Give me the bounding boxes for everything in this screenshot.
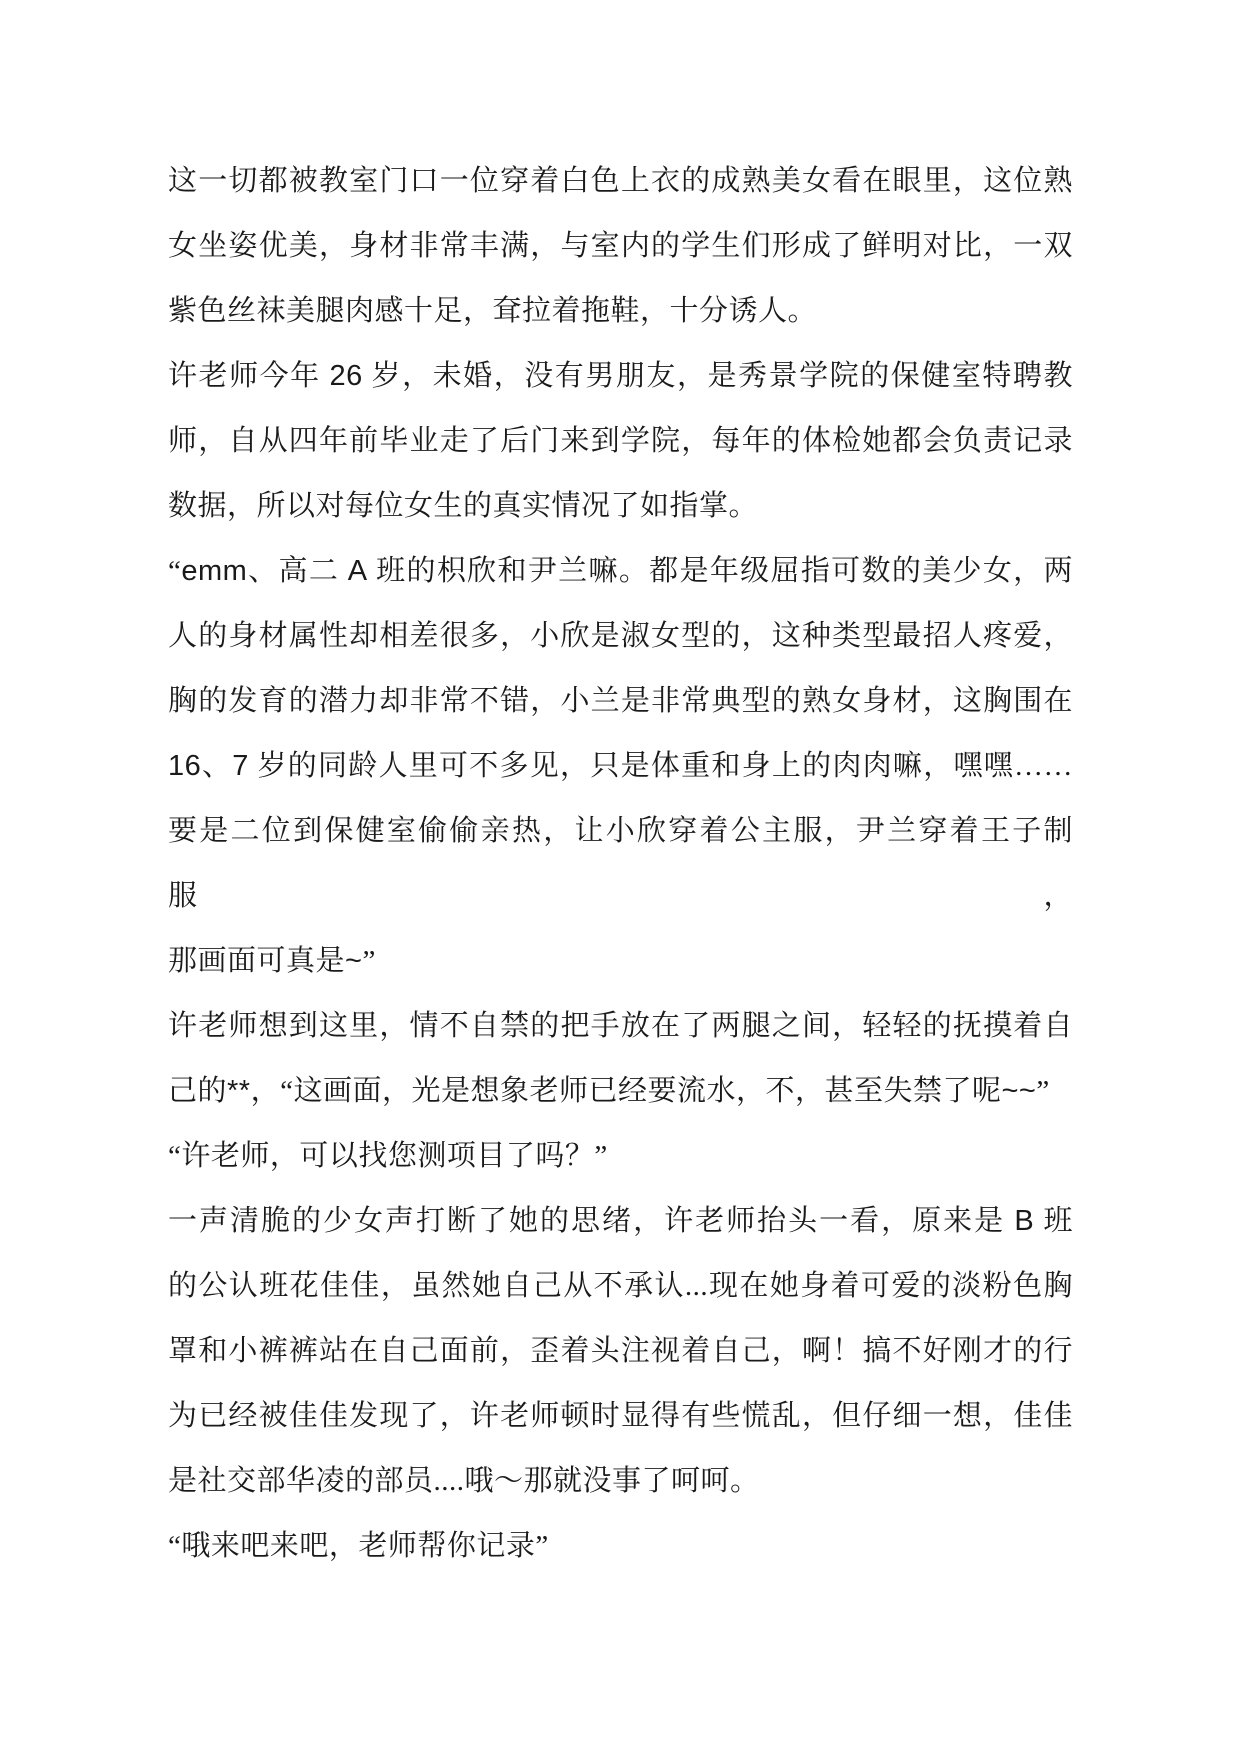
text-line: 是社交部华凌的部员....哦～那就没事了呵呵。 (168, 1465, 760, 1497)
text-line: 16、7 岁的同龄人里可不多见，只是体重和身上的肉肉嘛，嘿嘿…… (168, 750, 1073, 782)
latin-text: A (347, 555, 368, 587)
latin-text: 7 (232, 750, 249, 782)
paragraph (168, 1514, 1073, 1579)
text-line: 的公认班花佳佳，虽然她自己从不承认...现在她身着可爱的淡粉色胸 (168, 1270, 1073, 1302)
latin-text: emm (181, 555, 248, 587)
paragraph (168, 149, 1073, 344)
text-line: 为已经被佳佳发现了，许老师顿时显得有些慌乱，但仔细一想，佳佳 (168, 1400, 1073, 1432)
paragraph (168, 1124, 1073, 1189)
latin-text: B (1014, 1205, 1035, 1237)
text-line: “哦来吧来吧，老师帮你记录” (168, 1530, 549, 1562)
text-line: 己的**，“这画面，光是想象老师已经要流水，不，甚至失禁了呢~~” (168, 1075, 1050, 1107)
document-body (168, 149, 1073, 1579)
text-line: 师，自从四年前毕业走了后门来到学院，每年的体检她都会负责记录 (168, 425, 1073, 457)
text-line: 一声清脆的少女声打断了她的思绪，许老师抬头一看，原来是 B 班 (168, 1205, 1073, 1237)
paragraph (168, 994, 1073, 1124)
text-line: “许老师，可以找您测项目了吗？” (168, 1140, 608, 1172)
text-line: 人的身材属性却相差很多，小欣是淑女型的，这种类型最招人疼爱， (168, 620, 1073, 652)
text-line: 这一切都被教室门口一位穿着白色上衣的成熟美女看在眼里，这位熟 (168, 165, 1073, 197)
text-line: 许老师今年 26 岁，未婚，没有男朋友，是秀景学院的保健室特聘教 (168, 360, 1073, 392)
latin-text: ~~ (1001, 1075, 1037, 1107)
paragraph (168, 539, 1073, 994)
latin-text: ** (227, 1075, 251, 1107)
text-line: 女坐姿优美，身材非常丰满，与室内的学生们形成了鲜明对比，一双 (168, 230, 1073, 262)
text-line: 胸的发育的潜力却非常不错，小兰是非常典型的熟女身材，这胸围在 (168, 685, 1073, 717)
text-line: 罩和小裤裤站在自己面前，歪着头注视着自己，啊！搞不好刚才的行 (168, 1335, 1073, 1367)
text-line: 许老师想到这里，情不自禁的把手放在了两腿之间，轻轻的抚摸着自 (168, 1010, 1073, 1042)
text-line: 数据，所以对每位女生的真实情况了如指掌。 (168, 490, 759, 522)
text-line: 要是二位到保健室偷偷亲热，让小欣穿着公主服，尹兰穿着王子制服， (168, 815, 1073, 912)
latin-text: 26 (329, 360, 363, 392)
text-line: 那画面可真是~” (168, 945, 376, 977)
paragraph (168, 344, 1073, 539)
text-line: 紫色丝袜美腿肉感十足，耷拉着拖鞋，十分诱人。 (168, 295, 818, 327)
latin-text: ~ (345, 945, 363, 977)
paragraph (168, 1189, 1073, 1514)
text-line: “emm、高二 A 班的枳欣和尹兰嘛。都是年级屈指可数的美少女，两 (168, 555, 1073, 587)
latin-text: 16 (168, 750, 202, 782)
